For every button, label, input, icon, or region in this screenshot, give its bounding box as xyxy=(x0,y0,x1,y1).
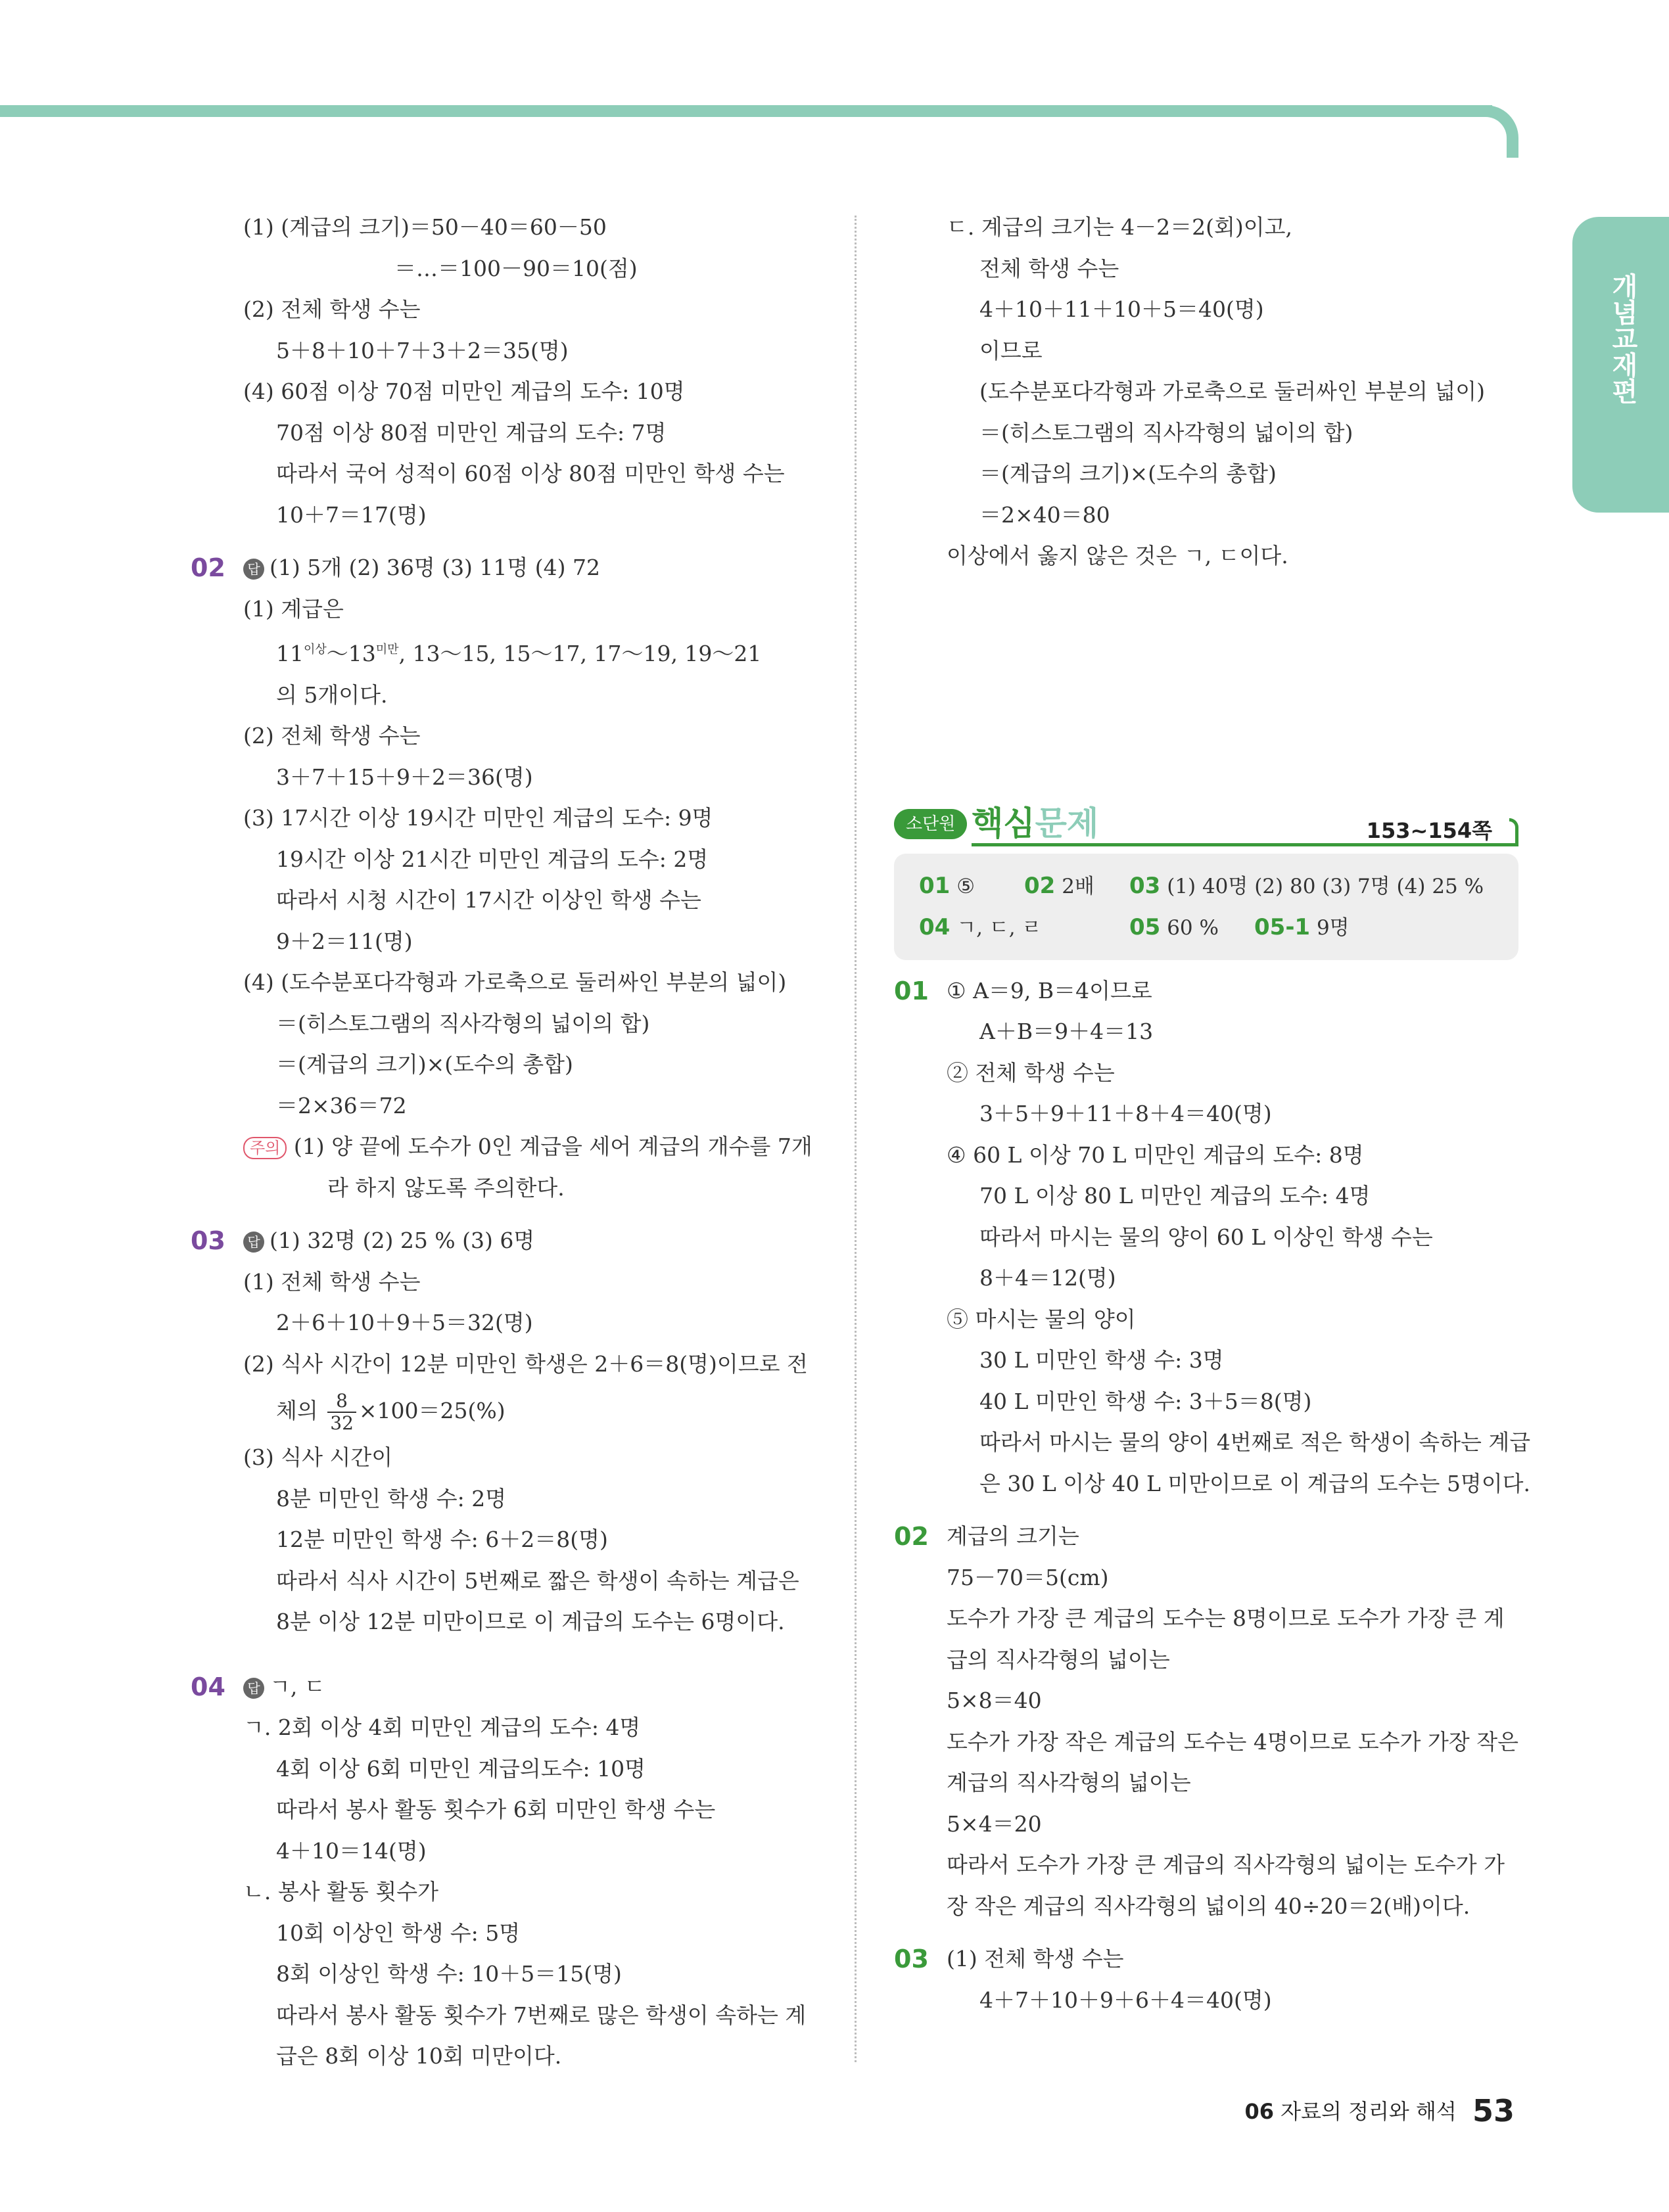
text-line: 10＋7＝17(명) xyxy=(276,501,427,528)
answer-text: (1) 5개 (2) 36명 (3) 11명 (4) 72 xyxy=(270,555,601,580)
problem-number: 03 xyxy=(191,1226,225,1255)
problem-number: 01 xyxy=(894,976,929,1005)
section-header xyxy=(894,804,1518,850)
problem-number: 03 xyxy=(894,1945,929,1973)
text-line: 따라서 국어 성적이 60점 이상 80점 미만인 학생 수는 xyxy=(276,461,785,486)
text-line: 따라서 봉사 활동 횟수가 7번째로 많은 학생이 속하는 계 xyxy=(276,2002,807,2028)
text-line: 장 작은 계급의 직사각형의 넓이의 40÷20＝2(배)이다. xyxy=(947,1893,1470,1919)
text-line: 계급의 직사각형의 넓이는 xyxy=(947,1770,1191,1795)
problem-number: 02 xyxy=(894,1522,929,1551)
answer-mark-icon: 답 xyxy=(243,1232,264,1253)
text-line: 10회 이상인 학생 수: 5명 xyxy=(276,1920,521,1946)
text-line: 75－70＝5(cm) xyxy=(947,1564,1109,1590)
text-line: 2＋6＋10＋9＋5＝32(명) xyxy=(276,1310,533,1335)
text-line: 은 30 L 이상 40 L 미만이므로 이 계급의 도수는 5명이다. xyxy=(979,1470,1530,1496)
side-tab-label: 개념교재편 xyxy=(1607,273,1638,404)
problem-01: 01 ① A＝9, B＝4이므로 xyxy=(894,971,1518,1012)
text-line: 8회 이상인 학생 수: 10＋5＝15(명) xyxy=(276,1961,622,1987)
text-line: 8분 미만인 학생 수: 2명 xyxy=(276,1485,507,1511)
text-line: ＝2×36＝72 xyxy=(276,1092,407,1118)
left-column xyxy=(191,207,828,2077)
problem-number: 02 xyxy=(191,553,225,582)
text-line: 9＋2＝11(명) xyxy=(276,928,413,954)
section-pages: 153~154쪽 xyxy=(1366,818,1492,843)
text-line: 의 5개이다. xyxy=(276,681,388,708)
top-decoration-curve xyxy=(1433,105,1518,158)
text-line: 따라서 식사 시간이 5번째로 짧은 학생이 속하는 계급은 xyxy=(276,1567,799,1594)
text-line: 전체 학생 수는 xyxy=(979,255,1119,281)
text-line: 도수가 가장 작은 계급의 도수는 4명이므로 도수가 가장 작은 xyxy=(947,1728,1518,1755)
text-line: 40 L 미만인 학생 수: 3＋5＝8(명) xyxy=(979,1388,1312,1414)
text-line: ㄴ. 봉사 활동 횟수가 xyxy=(243,1879,438,1904)
text-line: ＝…＝100－90＝10(점) xyxy=(394,255,638,281)
answer-mark-icon: 답 xyxy=(243,1678,264,1699)
text-line: ＝(계급의 크기)×(도수의 총합) xyxy=(979,461,1277,486)
text-line: ＝(히스토그램의 직사각형의 넓이의 합) xyxy=(276,1010,650,1036)
text-line: (4) (도수분포다각형과 가로축으로 둘러싸인 부분의 넓이) xyxy=(243,969,787,995)
problem-03: 03 (1) 전체 학생 수는 xyxy=(894,1939,1518,1980)
caution-note: 주의 (1) 양 끝에 도수가 0인 계급을 세어 계급의 개수를 7개 xyxy=(191,1126,828,1168)
page-number: 53 xyxy=(1472,2093,1515,2129)
text-line: 4＋10＝14(명) xyxy=(276,1837,427,1864)
problem-03 xyxy=(191,1220,828,1262)
text-line: 이므로 xyxy=(979,337,1043,363)
fraction: $\frac{8}{32}$ xyxy=(327,1391,356,1434)
text-line: 이상에서 옳지 않은 것은 ㄱ, ㄷ이다. xyxy=(947,543,1288,568)
chapter-title: 자료의 정리와 해석 xyxy=(1281,2099,1457,2124)
answers-row: 04 ㄱ, ㄷ, ㄹ 05 60 % 05-1 9명 xyxy=(919,913,1350,940)
text-line: 3＋7＋15＋9＋2＝36(명) xyxy=(276,764,533,790)
text-line: (3) 17시간 이상 19시간 미만인 계급의 도수: 9명 xyxy=(243,805,713,831)
text-line: (3) 식사 시간이 xyxy=(243,1444,393,1470)
text-line: ④ 60 L 이상 70 L 미만인 계급의 도수: 8명 xyxy=(947,1141,1364,1168)
top-decoration-bar xyxy=(0,105,1492,117)
text-line: 70점 이상 80점 미만인 계급의 도수: 7명 xyxy=(276,419,667,446)
text-line: 3＋5＋9＋11＋8＋4＝40(명) xyxy=(979,1101,1272,1126)
text-line: (2) 전체 학생 수는 xyxy=(243,723,421,749)
text-line: 8＋4＝12(명) xyxy=(979,1265,1116,1291)
page-footer xyxy=(1244,2093,1515,2129)
answer-mark-icon: 답 xyxy=(243,559,264,580)
text-line: (2) 전체 학생 수는 xyxy=(243,296,421,322)
text-line: 라 하지 않도록 주의한다. xyxy=(327,1174,565,1201)
text-line: ＝(히스토그램의 직사각형의 넓이의 합) xyxy=(979,419,1353,446)
text-line: 30 L 미만인 학생 수: 3명 xyxy=(979,1347,1224,1373)
text-line: 따라서 도수가 가장 큰 계급의 직사각형의 넓이는 도수가 가 xyxy=(947,1852,1505,1878)
text-line: (1) 계급은 xyxy=(243,595,344,622)
text-line: ② 전체 학생 수는 xyxy=(947,1059,1115,1086)
text-line: 따라서 시청 시간이 17시간 이상인 학생 수는 xyxy=(276,887,701,913)
text-line: 급의 직사각형의 넓이는 xyxy=(947,1646,1170,1672)
text-line: (1) (계급의 크기)＝50－40＝60－50 xyxy=(243,214,607,240)
text-line: ㄱ. 2회 이상 4회 미만인 계급의 도수: 4명 xyxy=(243,1715,641,1740)
text-line: ＝(계급의 크기)×(도수의 총합) xyxy=(276,1051,573,1077)
caution-badge: 주의 xyxy=(243,1137,287,1159)
section-badge: 소단원 xyxy=(894,809,967,839)
text-line: 따라서 마시는 물의 양이 4번째로 적은 학생이 속하는 계급 xyxy=(979,1429,1531,1455)
text-line: (도수분포다각형과 가로축으로 둘러싸인 부분의 넓이) xyxy=(979,379,1486,404)
chapter-number: 06 xyxy=(1244,2099,1274,2124)
text-line: 70 L 이상 80 L 미만인 계급의 도수: 4명 xyxy=(979,1183,1371,1209)
text-line: 따라서 봉사 활동 횟수가 6회 미만인 학생 수는 xyxy=(276,1797,716,1822)
text-line: (4) 60점 이상 70점 미만인 계급의 도수: 10명 xyxy=(243,379,685,404)
answer-text: ㄱ, ㄷ xyxy=(270,1673,325,1699)
text-line: 4＋10＋11＋10＋5＝40(명) xyxy=(979,296,1264,322)
text-line: 19시간 이상 21시간 미만인 계급의 도수: 2명 xyxy=(276,846,709,872)
right-column xyxy=(894,207,1531,2021)
text-line: (1) 전체 학생 수는 xyxy=(243,1268,421,1295)
text-line: A＋B＝9＋4＝13 xyxy=(979,1019,1154,1044)
problem-number: 04 xyxy=(191,1672,225,1701)
text-line: 도수가 가장 큰 계급의 도수는 8명이므로 도수가 가장 큰 계 xyxy=(947,1605,1505,1631)
text-line: 5×8＝40 xyxy=(947,1688,1042,1713)
text-line: 8분 이상 12분 미만이므로 이 계급의 도수는 6명이다. xyxy=(276,1609,785,1634)
text-line: 12분 미만인 학생 수: 6＋2＝8(명) xyxy=(276,1527,608,1552)
text-line: (2) 식사 시간이 12분 미만인 학생은 2＋6＝8(명)이므로 전 xyxy=(243,1350,808,1377)
answers-row: 01 ⑤ 02 2배 03 (1) 40명 (2) 80 (3) 7명 (4) 25 % xyxy=(919,872,1484,899)
text-line: 5×4＝20 xyxy=(947,1810,1042,1837)
text-line: 급은 8회 이상 10회 미만이다. xyxy=(276,2043,562,2069)
answer-text: (1) 32명 (2) 25 % (3) 6명 xyxy=(270,1228,535,1253)
text-line: ㄷ. 계급의 크기는 4－2＝2(회)이고, xyxy=(947,214,1292,240)
text-line: 4회 이상 6회 미만인 계급의도수: 10명 xyxy=(276,1755,646,1782)
text-line: ＝2×40＝80 xyxy=(979,501,1110,528)
problem-02: 02 계급의 크기는 xyxy=(894,1516,1518,1557)
side-tab xyxy=(1572,217,1669,513)
section-underline xyxy=(972,843,1518,846)
text-line: 4＋7＋10＋9＋6＋4＝40(명) xyxy=(979,1987,1272,2013)
problem-04 xyxy=(191,1667,828,1708)
problem-02 xyxy=(191,547,828,589)
column-divider xyxy=(855,216,857,2062)
section-title: 핵심문제 xyxy=(972,804,1099,842)
text-line: ⑤ 마시는 물의 양이 xyxy=(947,1306,1136,1332)
quick-answers-box xyxy=(894,854,1518,960)
text-line: $11^{이상}\sim 13^{미만}$, 13～15, 15～17, 17～19, 19～21 xyxy=(276,641,762,666)
text-line: 5＋8＋10＋7＋3＋2＝35(명) xyxy=(276,337,569,363)
fraction-line: 체의 $\frac{8}{32}$ ×100＝25(%) xyxy=(276,1390,505,1434)
text-line: 따라서 마시는 물의 양이 60 L 이상인 학생 수는 xyxy=(979,1224,1433,1250)
